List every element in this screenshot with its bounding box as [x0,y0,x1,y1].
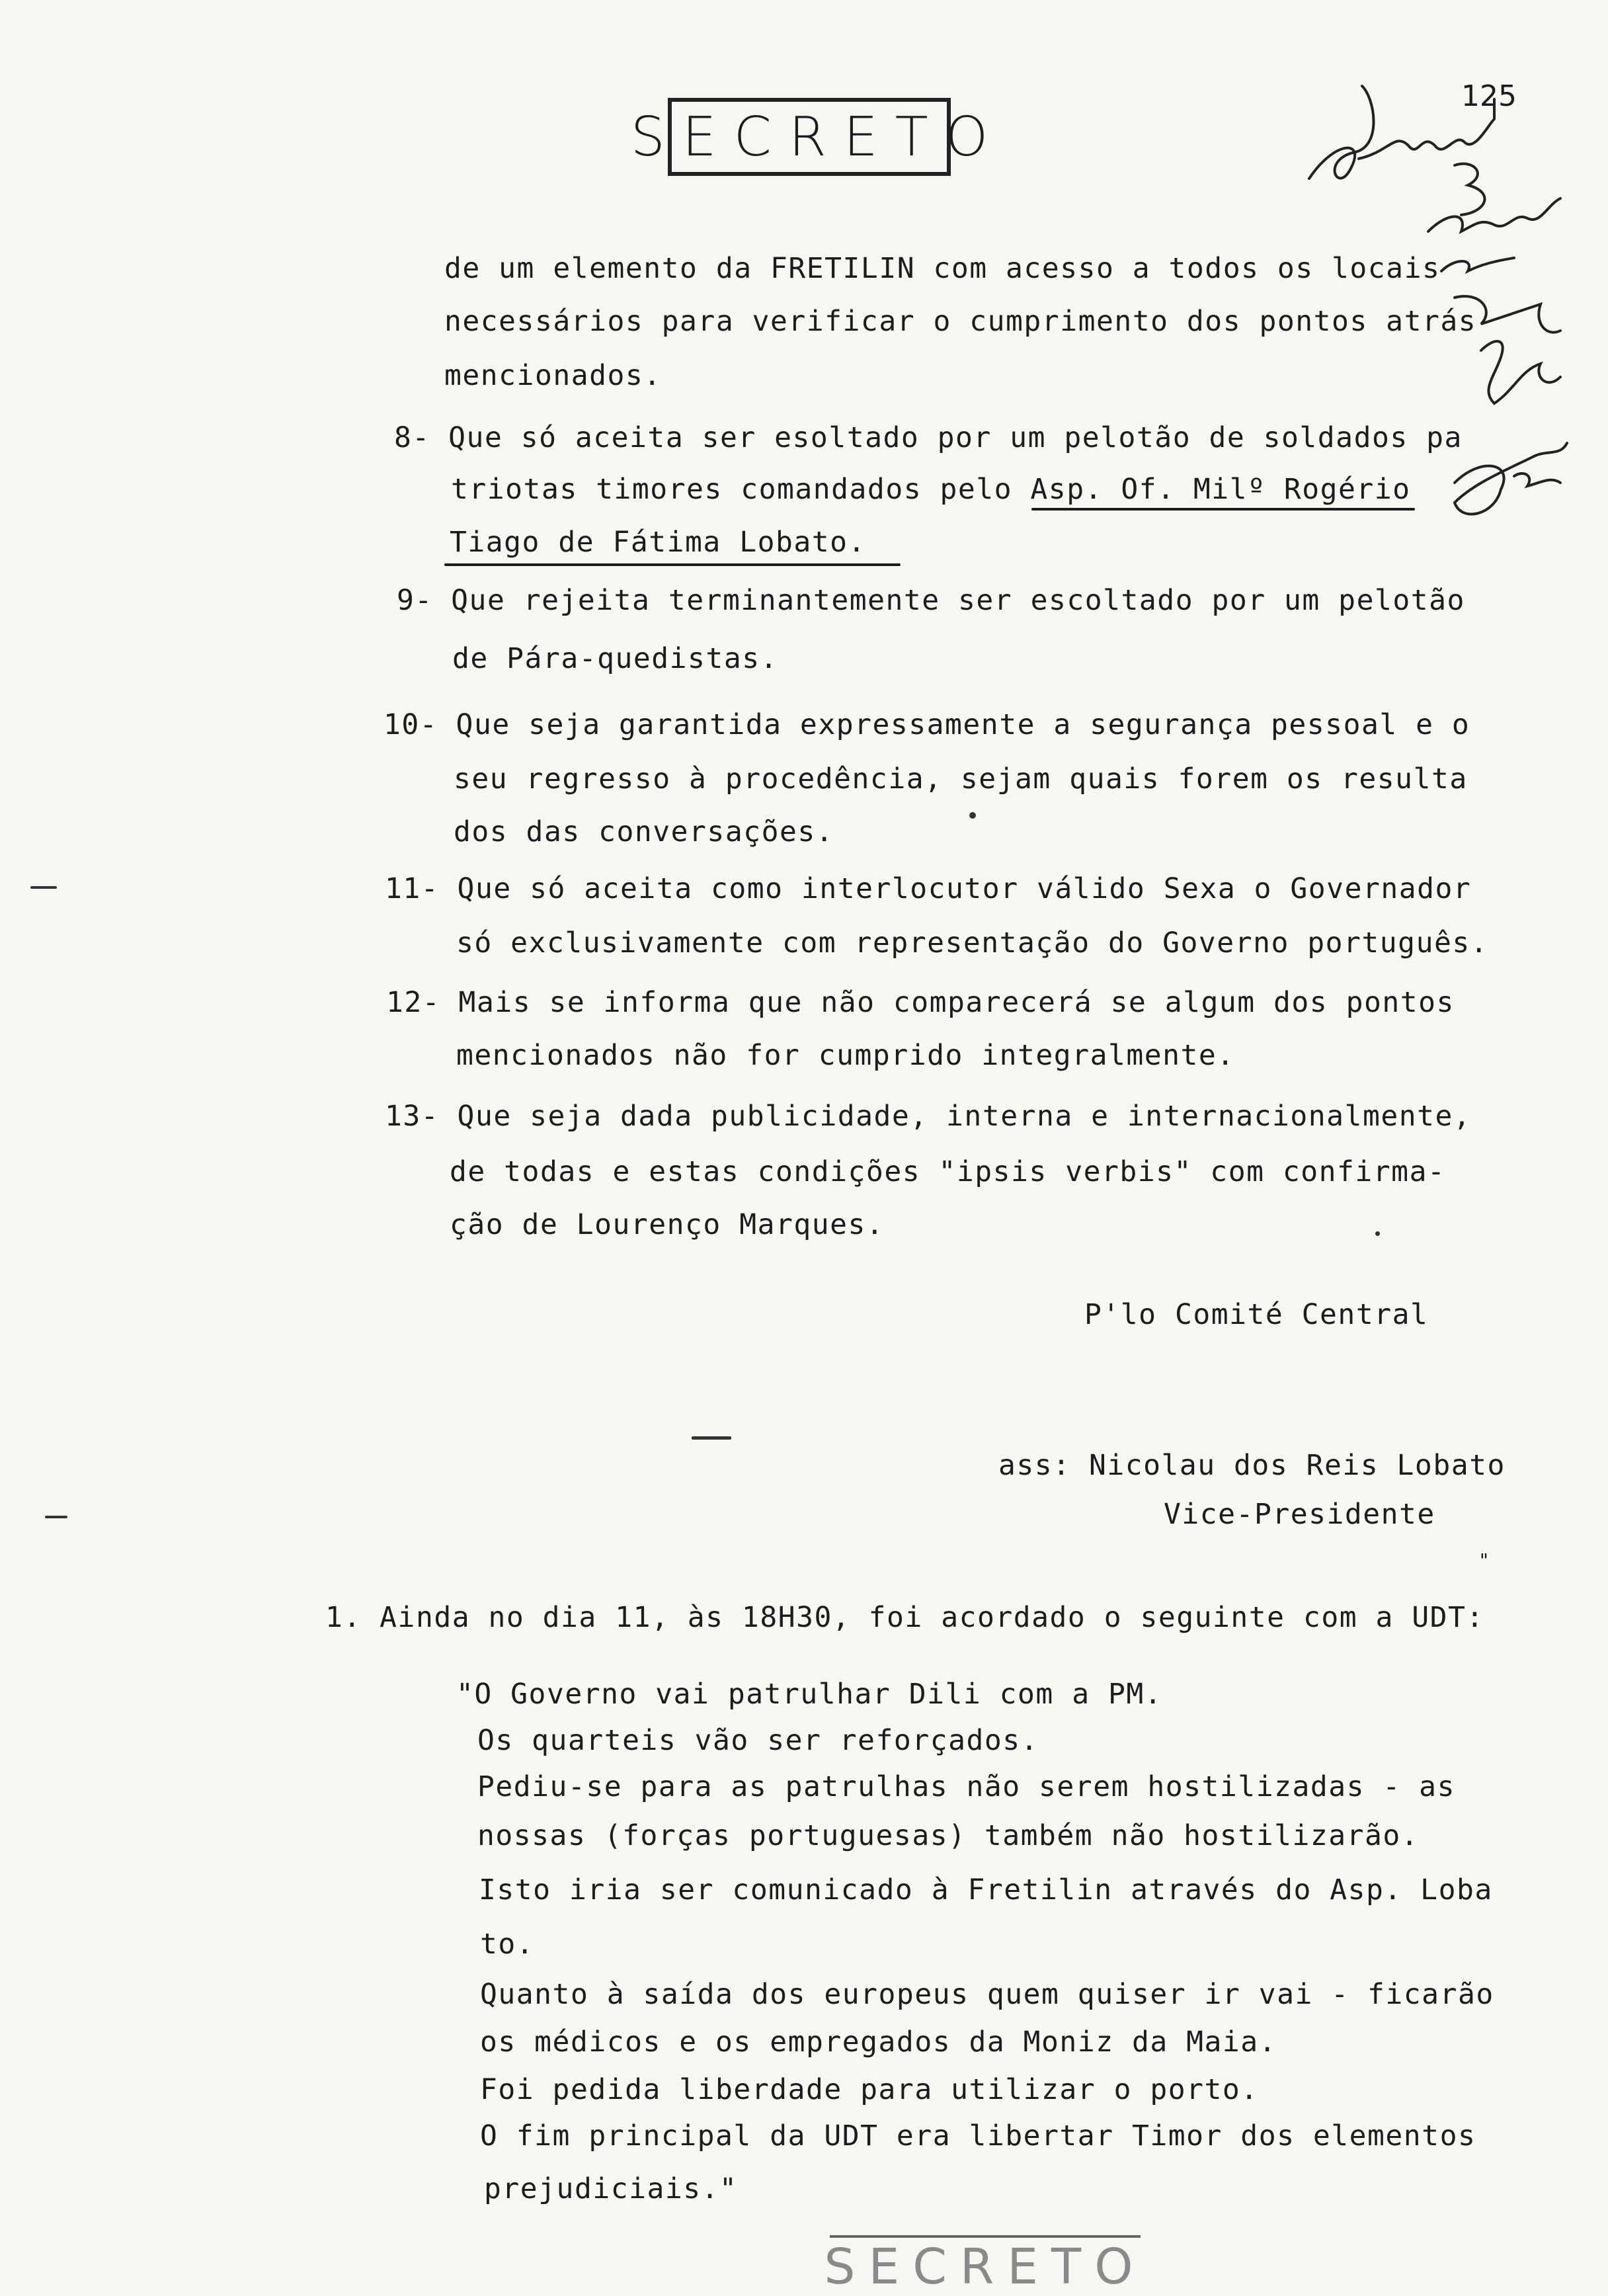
list-item-13: 13- Que seja dada publicidade, interna e internacionalmente, [385,1100,1472,1133]
list-item-12: 12- Mais se informa que não comparecerá se algum dos pontos [386,986,1455,1019]
quote-line: to. [480,1928,535,1961]
list-item-9-cont: de Pára-quedistas. [452,642,778,675]
handwritten-annotations [1296,60,1587,536]
quote-line: Os quarteis vão ser reforçados. [477,1724,1039,1757]
scan-speck [1375,1231,1380,1236]
quote-line: prejudiciais." [484,2172,738,2205]
list-item-8: 8- Que só aceita ser esoltado por um pelotão de soldados pa [394,421,1463,454]
list-item-10-cont: dos das conversações. [454,815,834,848]
quote-line: os médicos e os empregados da Moniz da Maia. [480,2026,1277,2059]
scan-speck [692,1436,731,1440]
scan-speck [45,1516,67,1518]
page-number: 125 [1461,79,1517,113]
body-line: de um elemento da FRETILIN com acesso a todos os locais [444,252,1441,285]
body-line: necessários para verificar o cumprimento dos pontos atrás [444,305,1477,338]
quote-line: Pediu-se para as patrulhas não serem hostilizadas - as [477,1770,1455,1803]
list-item-8-cont: triotas timores comandados pelo Asp. Of. Milº Rogério [451,473,1411,506]
scan-speck [969,812,976,819]
list-item-13-cont: de todas e estas condições "ipsis verbis" com confirma- [450,1155,1446,1188]
list-item-12-cont: mencionados não for cumprido integralmente. [456,1039,1235,1072]
list-item-9: 9- Que rejeita terminantemente ser escoltado por um pelotão [397,584,1465,617]
list-item-11-cont: só exclusivamente com representação do Governo português. [456,926,1489,960]
quote-line: nossas (forças portuguesas) também não hostilizarão. [477,1819,1420,1852]
scan-speck [30,886,57,889]
footer-classification-stamp: SECRETO [830,2235,1141,2296]
handwritten-underline [444,563,901,566]
list-item-13-cont: ção de Lourenço Marques. [450,1208,885,1241]
handwritten-underline [1031,508,1415,511]
quote-line: Quanto à saída dos europeus quem quiser ir vai - ficarão [480,1978,1494,2011]
committee-signature: P'lo Comité Central [1084,1298,1429,1331]
quote-line: O fim principal da UDT era libertar Timor dos elementos [480,2119,1476,2152]
closing-quote: " [1478,1549,1491,1571]
list-item-11: 11- Que só aceita como interlocutor válido Sexa o Governador [385,872,1472,905]
list-item-10: 10- Que seja garantida expressamente a segurança pessoal e o [383,708,1470,741]
signatory-title: Vice-Presidente [1164,1498,1435,1531]
body-line: mencionados. [444,359,662,392]
classification-stamp: SECRETO [668,98,951,176]
quote-line: Isto iria ser comunicado à Fretilin através do Asp. Loba [479,1873,1493,1906]
quote-line: "O Governo vai patrulhar Dili com a PM. [456,1678,1163,1711]
signatory-name: ass: Nicolau dos Reis Lobato [998,1449,1506,1482]
list-item-8-cont: Tiago de Fátima Lobato. [450,526,866,559]
quote-line: Foi pedida liberdade para utilizar o porto. [480,2073,1259,2106]
section-heading: 1. Ainda no dia 11, às 18H30, foi acordado o seguinte com a UDT: [325,1601,1484,1634]
list-item-10-cont: seu regresso à procedência, sejam quais forem os resulta [454,762,1468,796]
